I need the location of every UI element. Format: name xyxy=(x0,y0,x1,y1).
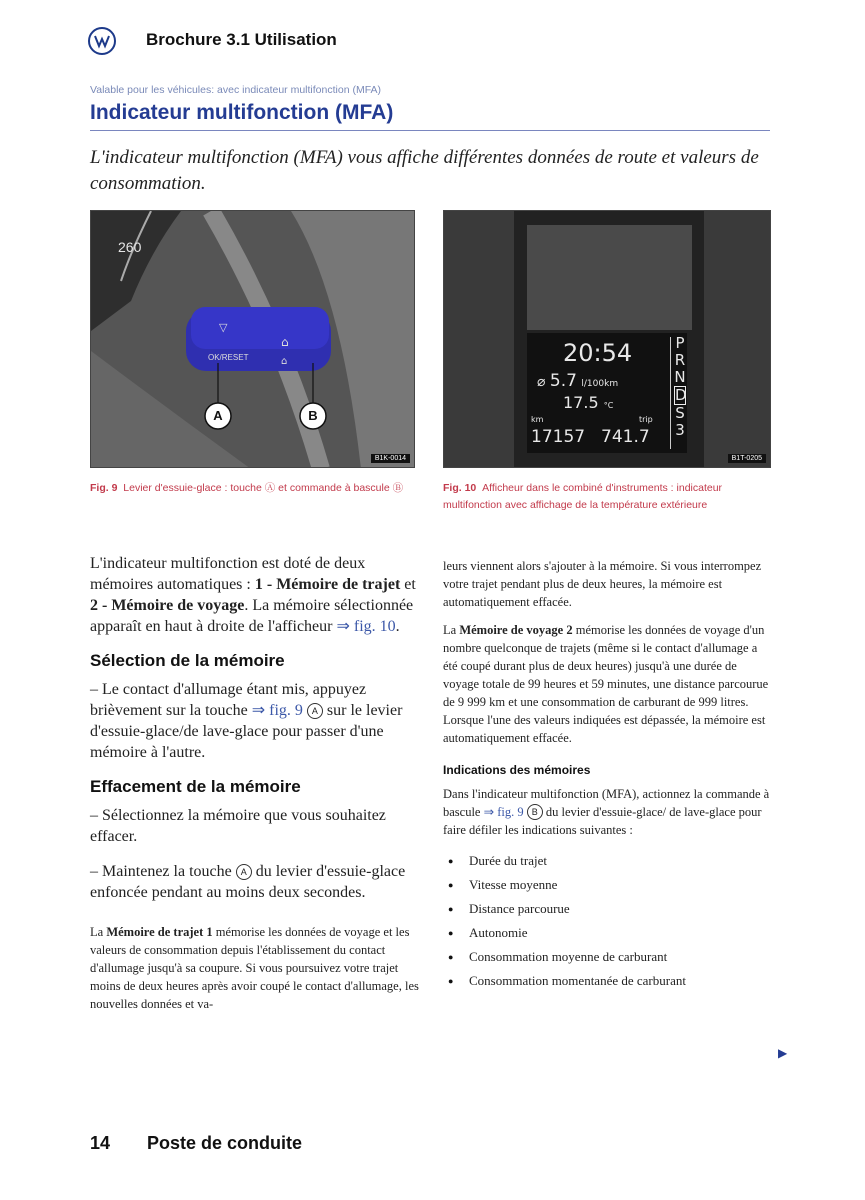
text: – Le contact d'allumage étant mis, appuyez brièvement sur la touche xyxy=(90,681,367,719)
caption-number: Fig. 9 xyxy=(90,482,118,494)
callout-a: A xyxy=(213,408,223,423)
figure-10-caption xyxy=(443,480,773,514)
journey-memory-term: Mémoire de voyage 2 xyxy=(459,623,573,637)
selection-step xyxy=(90,679,420,763)
svg-text:⌂: ⌂ xyxy=(281,335,289,349)
indications-paragraph xyxy=(443,785,773,839)
journey-memory-term: 2 - Mémoire de voyage xyxy=(90,597,245,614)
callout-b: B xyxy=(308,408,318,423)
header-title: Brochure 3.1 Utilisation xyxy=(146,30,337,49)
consumption-unit: l/100km xyxy=(581,379,619,389)
list-item: ● Durée du trajet xyxy=(443,849,773,873)
figure-9-caption xyxy=(90,480,410,497)
consumption-value: 5.7 xyxy=(549,371,577,391)
trip-label: trip xyxy=(639,415,653,424)
trip-memory-term: 1 - Mémoire de trajet xyxy=(254,576,401,593)
title-divider xyxy=(90,130,770,131)
continue-arrow-icon: ▶ xyxy=(778,1046,788,1060)
erase-step-2 xyxy=(90,861,420,903)
list-item: ● Consommation momentanée de carburant xyxy=(443,969,773,993)
figure-9-wiper-lever xyxy=(90,210,415,468)
text: du levier d'essuie-glace/ de lave-glace pour faire défiler les indications suivantes : xyxy=(443,805,762,837)
text: . La mémoire sélectionnée apparaît en haut à droite de l'afficheur xyxy=(90,597,414,635)
figure-code: B1T-0205 xyxy=(728,454,766,463)
gear-s: S xyxy=(675,404,685,422)
text: La xyxy=(90,925,107,939)
trip-value: 741.7 xyxy=(601,427,650,447)
text: La xyxy=(443,623,460,637)
temperature-unit: °C xyxy=(603,401,614,410)
continuation-paragraph: leurs viennent alors s'ajouter à la mémoire. Si vous interrompez votre trajet pendant plus de deux heures, la mémoire est automatiquement effacée. xyxy=(443,559,762,609)
intro-text: L'indicateur multifonction (MFA) vous affiche différentes données de route et valeurs de consommation. xyxy=(90,147,759,194)
list-item: ● Vitesse moyenne xyxy=(443,873,773,897)
text: . xyxy=(395,618,400,635)
gear-indicator xyxy=(674,335,686,439)
figure-10-instrument-display xyxy=(443,210,771,468)
figure-code: B1K-0014 xyxy=(371,454,410,463)
heading-selection: Sélection de la mémoire xyxy=(90,651,285,670)
indications-list xyxy=(443,849,773,993)
gear-n: N xyxy=(674,368,686,386)
fig10-link[interactable]: ⇒ fig. 10 xyxy=(336,618,396,635)
caption-text: Afficheur dans le combiné d'instruments : indicateur multifonction avec affichage de la température extérieure xyxy=(443,482,723,511)
caption-number: Fig. 10 xyxy=(443,482,477,494)
left-column xyxy=(90,553,420,1023)
fig9-link[interactable]: ⇒ fig. 9 xyxy=(483,805,524,819)
clock-time: 20:54 xyxy=(563,339,633,367)
speedometer-value: 260 xyxy=(118,239,142,255)
svg-text:⌂: ⌂ xyxy=(281,356,288,367)
text: – Maintenez la touche xyxy=(90,863,236,880)
validity-note: Valable pour les véhicules: avec indicateur multifonction (MFA) xyxy=(90,84,382,96)
button-b-icon: B xyxy=(527,804,543,820)
text: L'indicateur multifonction est doté de deux mémoires automatiques : xyxy=(90,555,366,593)
lever-ok-reset-label: OK/RESET xyxy=(208,353,249,362)
heading-effacement: Effacement de la mémoire xyxy=(90,777,301,796)
vw-logo-icon xyxy=(88,27,116,55)
memory-number: 3 xyxy=(675,421,685,439)
section-title: Indicateur multifonction (MFA) xyxy=(90,101,394,124)
fig9-link[interactable]: ⇒ fig. 9 xyxy=(251,702,303,719)
text: mémorise les données de voyage d'un nombre quelconque de trajets (même si le contact d'allumage a été coupé durant plus de deux heures) jusqu'à une durée de voyage totale de 99 heures et 59 minutes, une distance parcourue de 9 999 km et une consommation de carburant de 999 litres. Lorsque l'une des valeurs indiquées est dépassée, la mémoire est automatiquement effacée. xyxy=(443,623,769,745)
gear-d: D xyxy=(675,386,687,404)
text: Dans l'indicateur multifonction (MFA), actionnez la commande à bascule xyxy=(443,787,770,819)
text: du levier d'essuie-glace enfoncée pendant au moins deux secondes. xyxy=(90,863,406,901)
text: et xyxy=(400,576,416,593)
caption-text: Levier d'essuie-glace : touche Ⓐ et commande à bascule Ⓑ xyxy=(123,482,404,494)
text: sur le levier d'essuie-glace/de lave-glace pour passer d'une mémoire à l'autre. xyxy=(90,702,403,761)
text: mémorise les données de voyage et les valeurs de consommation depuis l'établissement du contact d'allumage jusqu'à sa coupure. Si vous poursuivez votre trajet moins de deux heures après avoir coupé le contact d'allumage, les nouvelles données et va- xyxy=(90,925,419,1011)
trip-memory-paragraph xyxy=(90,923,420,1013)
consumption-row xyxy=(537,371,618,391)
odometer-value: 17157 xyxy=(531,427,586,447)
button-a-icon: A xyxy=(307,703,323,719)
temperature-value: 17.5 xyxy=(563,393,599,412)
erase-step-1: – Sélectionnez la mémoire que vous souhaitez effacer. xyxy=(90,807,386,845)
trip-memory-term: Mémoire de trajet 1 xyxy=(106,925,213,939)
footer-title: Poste de conduite xyxy=(147,1133,303,1153)
gear-r: R xyxy=(674,351,686,369)
svg-text:▽: ▽ xyxy=(219,321,228,334)
button-a-icon: A xyxy=(236,864,252,880)
list-item: ● Autonomie xyxy=(443,921,773,945)
right-column xyxy=(443,557,773,993)
memory-intro-paragraph xyxy=(90,553,420,637)
heading-indications: Indications des mémoires xyxy=(443,763,591,777)
mfa-lcd xyxy=(527,333,687,453)
km-label: km xyxy=(531,415,544,424)
temperature-row xyxy=(563,393,613,412)
journey-memory-paragraph xyxy=(443,621,773,747)
list-item: ● Consommation moyenne de carburant xyxy=(443,945,773,969)
page-number: 14 xyxy=(90,1133,111,1153)
average-symbol-icon: ⌀ xyxy=(537,374,546,390)
list-item: ● Distance parcourue xyxy=(443,897,773,921)
gear-p: P xyxy=(675,334,685,352)
